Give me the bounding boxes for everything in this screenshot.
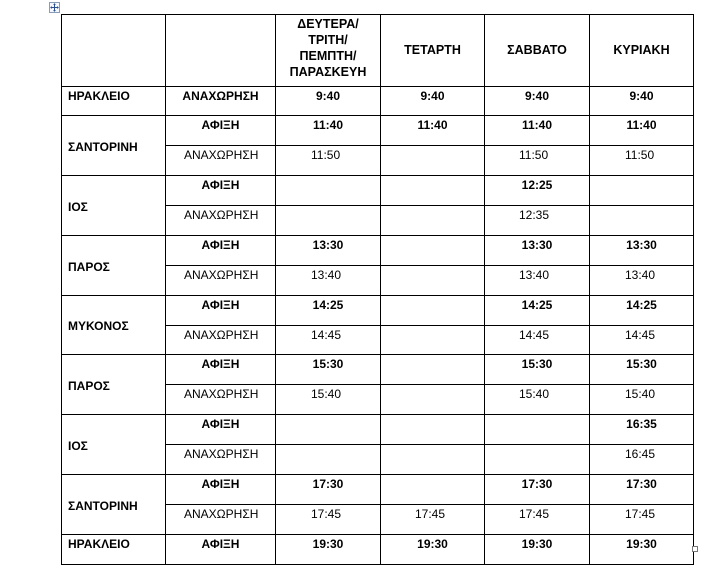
time-cell [590,236,694,266]
city-name-cell [62,415,166,475]
time-cell [276,116,381,146]
time-cell [485,116,590,146]
city-name-cell [62,475,166,535]
time-cell [276,385,381,415]
time-cell [381,206,485,236]
time-cell [485,266,590,296]
time-value: 11:50 [519,148,549,162]
stop-type-cell [166,326,276,355]
time-cell [485,296,590,326]
time-value: 9:40 [315,89,341,103]
time-cell [276,475,381,505]
stop-type-cell [166,206,276,236]
time-cell [276,326,381,355]
time-value: 19:30 [417,537,448,551]
time-value: 14:25 [626,298,657,312]
time-cell [276,176,381,206]
time-cell [590,176,694,206]
time-value: 15:30 [521,357,553,371]
time-cell [381,87,485,116]
header-day-sunday [590,15,694,87]
time-cell [381,475,485,505]
stop-type-cell [166,415,276,445]
header-empty-cell [62,15,166,87]
time-cell [485,355,590,385]
city-name: ΠΑΡΟΣ [68,378,110,393]
time-cell [381,176,485,206]
table-row [62,535,694,565]
time-cell [381,415,485,445]
stop-type-cell [166,146,276,176]
stop-type-label: ΑΦΙΞΗ [201,477,240,491]
time-value: 14:25 [521,298,553,312]
time-cell [485,176,590,206]
table-resize-handle[interactable] [692,546,698,552]
table-row [62,355,694,385]
time-value: 17:30 [626,477,657,491]
time-cell [381,355,485,385]
time-value: 19:30 [521,537,553,551]
header-day-wednesday [381,15,485,87]
time-value: 13:40 [519,268,550,282]
header-day-saturday [485,15,590,87]
stop-type-cell [166,87,276,116]
stop-type-label: ΑΦΙΞΗ [201,417,240,431]
time-cell [276,236,381,266]
header-day-line: ΣΑΒΒΑΤΟ [507,43,567,57]
ferry-schedule-table [61,14,694,565]
time-cell [381,296,485,326]
time-value: 17:45 [311,507,342,521]
time-value: 17:30 [312,477,344,491]
time-cell [485,475,590,505]
stop-type-label: ΑΦΙΞΗ [201,298,240,312]
city-name-cell [62,116,166,176]
city-name-cell [62,87,166,116]
stop-type-label: ΑΝΑΧΩΡΗΣΗ [184,328,259,342]
header-day-line: ΠΕΜΠΤΗ/ [299,49,357,63]
stop-type-label: ΑΝΑΧΩΡΗΣΗ [184,447,259,461]
time-cell [381,535,485,565]
stop-type-label: ΑΝΑΧΩΡΗΣΗ [184,387,259,401]
stop-type-label: ΑΝΑΧΩΡΗΣΗ [184,268,259,282]
time-cell [485,87,590,116]
time-cell [590,445,694,475]
stop-type-label: ΑΦΙΞΗ [201,118,240,132]
header-day-line: ΤΕΤΑΡΤΗ [404,43,461,57]
time-cell [485,146,590,176]
stop-type-label: ΑΝΑΧΩΡΗΣΗ [182,89,259,103]
table-row [62,415,694,445]
time-cell [590,355,694,385]
stop-type-cell [166,505,276,535]
stop-type-label: ΑΦΙΞΗ [201,537,240,551]
time-cell [590,146,694,176]
time-value: 15:40 [519,387,550,401]
time-value: 9:40 [629,89,654,103]
time-cell [590,116,694,146]
time-value: 15:30 [626,357,657,371]
time-value: 14:25 [312,298,344,312]
city-name: ΙΟΣ [68,199,88,214]
time-value: 11:40 [521,118,553,132]
time-cell [276,535,381,565]
time-value: 17:30 [521,477,553,491]
table-row [62,87,694,116]
header-day-mon-tue-thu-fri [276,15,381,87]
stop-type-cell [166,445,276,475]
time-cell [485,445,590,475]
time-value: 11:40 [312,118,344,132]
city-name: ΗΡΑΚΛΕΙΟ [68,537,130,551]
time-cell [381,326,485,355]
move-arrows-icon [50,3,59,12]
table-row [62,176,694,206]
city-name-cell [62,355,166,415]
header-row [62,15,694,87]
stop-type-label: ΑΝΑΧΩΡΗΣΗ [184,148,259,162]
time-cell [276,206,381,236]
stop-type-cell [166,385,276,415]
time-value: 19:30 [626,537,657,551]
city-name-cell [62,236,166,296]
time-cell [276,505,381,535]
time-cell [590,206,694,236]
time-cell [381,236,485,266]
time-cell [276,415,381,445]
time-value: 14:45 [519,328,550,342]
stop-type-label: ΑΦΙΞΗ [201,238,240,252]
table-row [62,116,694,146]
time-cell [276,445,381,475]
time-cell [590,415,694,445]
time-cell [590,326,694,355]
header-empty-cell [166,15,276,87]
time-cell [590,385,694,415]
stop-type-cell [166,116,276,146]
time-value: 13:30 [626,238,657,252]
table-row [62,475,694,505]
city-name: ΙΟΣ [68,438,88,453]
header-day-line: ΔΕΥΤΕΡΑ/ [297,17,359,31]
header-day-line: ΤΡΙΤΗ/ [308,33,348,47]
time-value: 14:45 [625,328,656,342]
stop-type-label: ΑΝΑΧΩΡΗΣΗ [184,507,259,521]
stop-type-label: ΑΦΙΞΗ [201,178,240,192]
time-value: 9:40 [420,89,445,103]
stop-type-label: ΑΝΑΧΩΡΗΣΗ [184,208,259,222]
time-value: 15:30 [312,357,344,371]
time-value: 19:30 [312,537,344,551]
time-cell [485,505,590,535]
time-value: 12:25 [521,178,553,192]
stop-type-cell [166,475,276,505]
time-value: 16:35 [626,417,657,431]
time-value: 14:45 [311,328,342,342]
time-cell [276,266,381,296]
time-cell [590,535,694,565]
time-value: 15:40 [625,387,656,401]
time-cell [276,296,381,326]
city-name: ΣΑΝΤΟΡΙΝΗ [68,498,138,513]
city-name: ΗΡΑΚΛΕΙΟ [68,89,130,103]
time-cell [590,296,694,326]
table-row [62,236,694,266]
time-value: 16:45 [625,447,656,461]
time-value: 17:45 [625,507,656,521]
city-name-cell [62,296,166,355]
city-name-cell [62,176,166,236]
time-cell [485,535,590,565]
time-value: 17:45 [415,507,446,521]
stop-type-cell [166,266,276,296]
time-cell [590,505,694,535]
time-cell [485,326,590,355]
time-cell [276,87,381,116]
time-cell [590,266,694,296]
time-cell [485,385,590,415]
time-value: 11:50 [625,148,655,162]
time-value: 15:40 [311,387,342,401]
header-day-line: ΠΑΡΑΣΚΕΥΗ [289,65,367,79]
stop-type-cell [166,176,276,206]
time-cell [485,206,590,236]
table-row [62,296,694,326]
stop-type-label: ΑΦΙΞΗ [201,357,240,371]
time-cell [381,266,485,296]
time-cell [590,475,694,505]
city-name: ΜΥΚΟΝΟΣ [68,319,129,333]
stop-type-cell [166,296,276,326]
city-name: ΠΑΡΟΣ [68,259,110,274]
time-cell [485,236,590,266]
time-value: 13:40 [311,268,342,282]
time-cell [276,355,381,385]
stop-type-cell [166,535,276,565]
time-cell [381,445,485,475]
time-cell [276,146,381,176]
time-value: 9:40 [524,89,550,103]
time-value: 11:40 [626,118,657,132]
time-value: 17:45 [519,507,550,521]
time-value: 13:40 [625,268,656,282]
time-value: 13:30 [521,238,553,252]
time-cell [381,116,485,146]
header-day-line: ΚΥΡΙΑΚΗ [613,43,670,57]
time-cell [381,505,485,535]
time-value: 11:50 [311,148,341,162]
city-name: ΣΑΝΤΟΡΙΝΗ [68,139,138,154]
time-cell [590,87,694,116]
city-name-cell [62,535,166,565]
table-move-handle[interactable] [49,2,60,13]
time-value: 12:35 [519,208,550,222]
time-cell [485,415,590,445]
stop-type-cell [166,355,276,385]
time-cell [381,385,485,415]
time-value: 11:40 [417,118,448,132]
time-cell [381,146,485,176]
time-value: 13:30 [312,238,344,252]
stop-type-cell [166,236,276,266]
